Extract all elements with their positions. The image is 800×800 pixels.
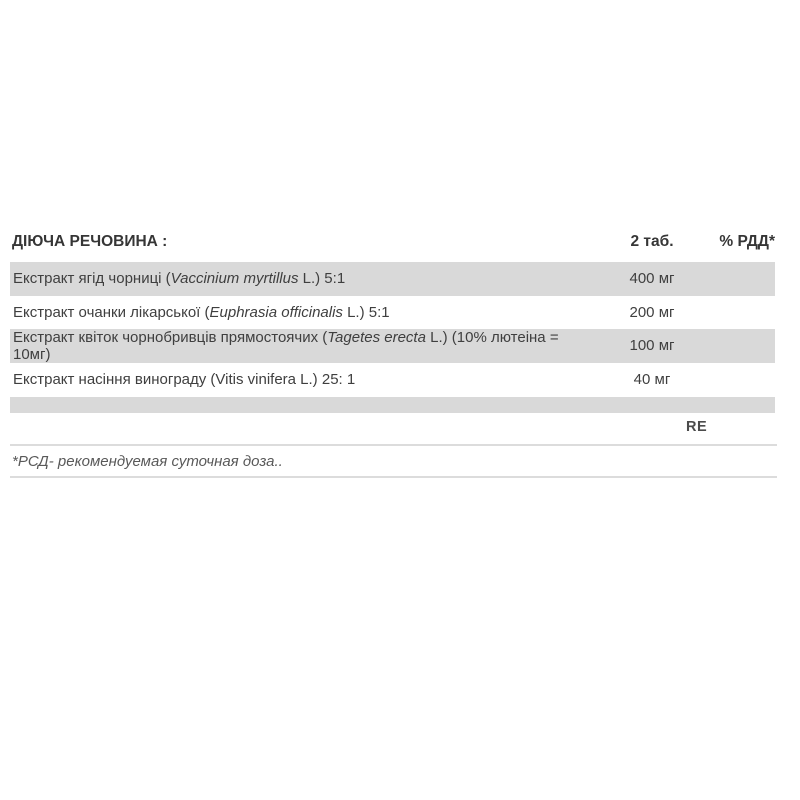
divider-line	[10, 444, 777, 446]
latin-name: Euphrasia officinalis	[209, 303, 343, 321]
ingredient-table	[10, 262, 775, 396]
table-row	[10, 329, 775, 363]
latin-name: Tagetes erecta	[327, 328, 426, 346]
rdd-footnote: *РСД- рекомендуемая суточная доза..	[12, 453, 283, 470]
ingredient-name: Екстракт насіння винограду (Vitis vinifera L.) 25: 1	[13, 370, 356, 388]
ingredient-amount: 200 мг	[629, 303, 675, 321]
re-label: RE	[686, 419, 708, 435]
table-header-row	[12, 233, 775, 251]
table-row	[10, 363, 775, 397]
ingredient-amount: 100 мг	[629, 337, 675, 355]
active-ingredient-heading: ДІЮЧА РЕЧОВИНА :	[12, 233, 168, 250]
column-header-amount-per-2-tabs: 2 таб.	[630, 233, 674, 250]
ingredient-name: Екстракт квіток чорнобривців прямостоячих (Tagetes erecta L.) (10% лютеіна = 10мг)	[13, 328, 559, 363]
ingredient-name: Екстракт ягід чорниці (Vaccinium myrtillus L.) 5:1	[13, 270, 346, 288]
latin-name: Vaccinium myrtillus	[170, 270, 299, 288]
divider-line	[10, 476, 777, 478]
ingredient-name: Екстракт очанки лікарської (Euphrasia officinalis L.) 5:1	[13, 303, 390, 321]
table-row	[10, 296, 775, 330]
table-row	[10, 262, 775, 296]
table-footer-bar	[10, 397, 775, 413]
ingredient-amount: 40 мг	[633, 370, 671, 388]
ingredient-amount: 400 мг	[629, 270, 675, 288]
column-header-rdd-percent: % РДД*	[719, 233, 775, 250]
